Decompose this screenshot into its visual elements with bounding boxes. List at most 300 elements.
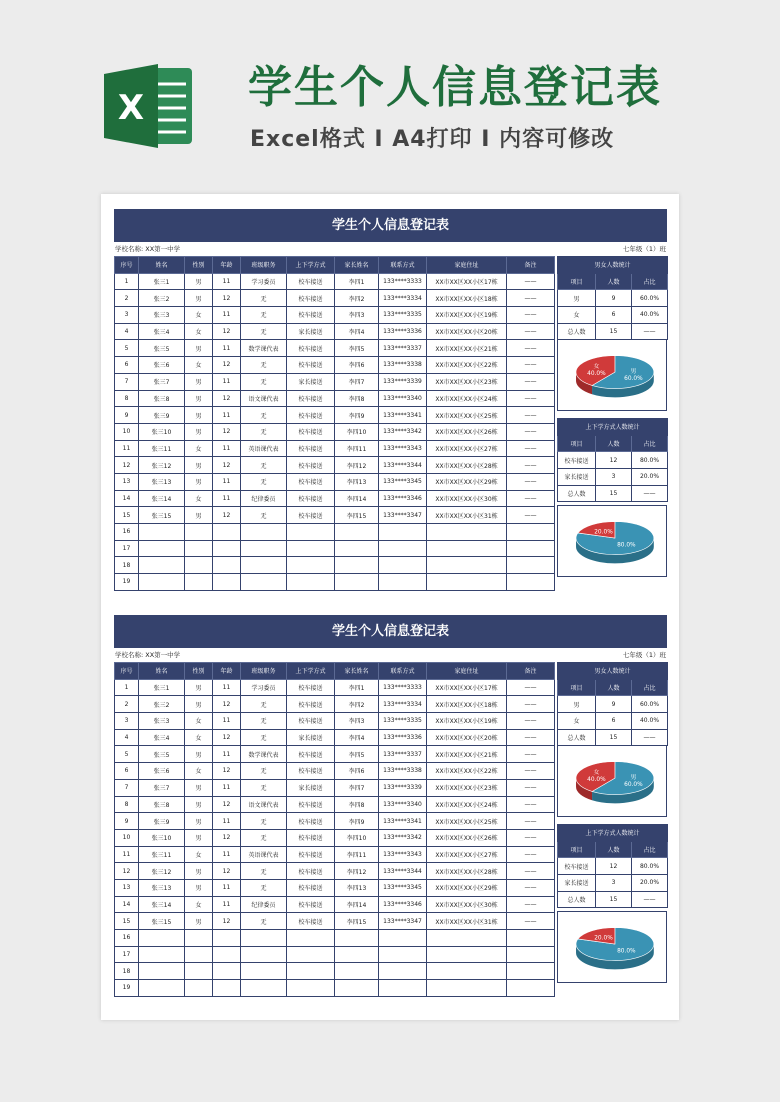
table-cell[interactable]: 张三5 [139, 340, 185, 357]
table-cell[interactable]: 张三13 [139, 879, 185, 896]
table-cell[interactable]: 张三13 [139, 473, 185, 490]
stats-cell[interactable]: 总人数 [558, 485, 596, 502]
table-cell[interactable]: 无 [241, 863, 287, 880]
table-cell[interactable]: 校车接送 [287, 813, 335, 830]
table-cell[interactable]: —— [507, 440, 555, 457]
table-cell[interactable] [213, 930, 241, 947]
table-cell[interactable] [507, 930, 555, 947]
table-cell[interactable]: XX市XX区XX小区22栋 [427, 357, 507, 374]
stats-cell[interactable]: 校车接送 [558, 858, 596, 875]
table-cell[interactable]: 12 [213, 696, 241, 713]
table-cell[interactable]: XX市XX区XX小区30栋 [427, 490, 507, 507]
table-cell[interactable]: XX市XX区XX小区26栋 [427, 423, 507, 440]
table-cell[interactable]: 李四11 [335, 440, 379, 457]
table-cell[interactable]: 1 [115, 273, 139, 290]
table-cell[interactable] [379, 963, 427, 980]
table-cell[interactable]: 张三10 [139, 829, 185, 846]
table-cell[interactable] [335, 963, 379, 980]
table-cell[interactable]: 133****3338 [379, 357, 427, 374]
table-cell[interactable] [185, 557, 213, 574]
table-cell[interactable]: 12 [213, 863, 241, 880]
table-cell[interactable]: 校车接送 [287, 423, 335, 440]
table-cell[interactable]: 12 [115, 863, 139, 880]
table-cell[interactable]: 李四6 [335, 357, 379, 374]
table-cell[interactable] [213, 963, 241, 980]
table-cell[interactable]: 11 [213, 746, 241, 763]
table-cell[interactable]: 男 [185, 373, 213, 390]
table-cell[interactable]: 18 [115, 963, 139, 980]
table-cell[interactable]: —— [507, 746, 555, 763]
table-cell[interactable]: 133****3347 [379, 913, 427, 930]
table-cell[interactable]: 校车接送 [287, 390, 335, 407]
stats-cell[interactable]: 15 [596, 323, 632, 340]
table-cell[interactable]: 纪律委员 [241, 490, 287, 507]
table-cell[interactable]: 133****3340 [379, 796, 427, 813]
table-cell[interactable]: 校车接送 [287, 290, 335, 307]
table-cell[interactable]: 14 [115, 896, 139, 913]
table-cell[interactable] [241, 574, 287, 591]
table-cell[interactable] [185, 980, 213, 997]
table-cell[interactable] [507, 574, 555, 591]
table-cell[interactable]: 12 [213, 423, 241, 440]
table-cell[interactable]: 张三8 [139, 796, 185, 813]
table-cell[interactable] [507, 557, 555, 574]
table-cell[interactable]: 11 [213, 273, 241, 290]
table-cell[interactable]: 男 [185, 290, 213, 307]
stats-cell[interactable]: 男 [558, 290, 596, 307]
table-cell[interactable]: XX市XX区XX小区22栋 [427, 763, 507, 780]
stats-cell[interactable]: —— [632, 485, 668, 502]
table-cell[interactable]: 4 [115, 323, 139, 340]
table-cell[interactable]: 男 [185, 507, 213, 524]
table-cell[interactable]: 男 [185, 913, 213, 930]
table-cell[interactable]: 李四11 [335, 846, 379, 863]
table-cell[interactable]: —— [507, 713, 555, 730]
table-cell[interactable]: 17 [115, 540, 139, 557]
table-cell[interactable] [139, 963, 185, 980]
stats-cell[interactable]: 3 [596, 875, 632, 892]
stats-cell[interactable]: 20.0% [632, 875, 668, 892]
table-cell[interactable] [241, 980, 287, 997]
table-cell[interactable]: 3 [115, 307, 139, 324]
table-cell[interactable]: 无 [241, 813, 287, 830]
table-cell[interactable] [185, 930, 213, 947]
table-cell[interactable]: 女 [185, 846, 213, 863]
table-cell[interactable]: 无 [241, 729, 287, 746]
table-cell[interactable]: 男 [185, 473, 213, 490]
table-cell[interactable]: 12 [213, 357, 241, 374]
table-cell[interactable] [427, 557, 507, 574]
table-cell[interactable] [241, 557, 287, 574]
table-cell[interactable] [241, 524, 287, 541]
table-cell[interactable]: 李四10 [335, 423, 379, 440]
table-cell[interactable]: 无 [241, 423, 287, 440]
table-cell[interactable]: —— [507, 373, 555, 390]
table-cell[interactable]: 11 [213, 307, 241, 324]
table-cell[interactable]: 11 [213, 340, 241, 357]
table-cell[interactable] [139, 524, 185, 541]
table-cell[interactable]: 12 [213, 729, 241, 746]
table-cell[interactable]: XX市XX区XX小区19栋 [427, 307, 507, 324]
table-cell[interactable] [139, 574, 185, 591]
table-cell[interactable] [427, 540, 507, 557]
table-cell[interactable]: —— [507, 507, 555, 524]
table-cell[interactable]: 李四3 [335, 713, 379, 730]
table-cell[interactable]: XX市XX区XX小区20栋 [427, 323, 507, 340]
table-cell[interactable] [139, 540, 185, 557]
table-cell[interactable]: 张三12 [139, 457, 185, 474]
stats-cell[interactable]: 9 [596, 696, 632, 713]
table-cell[interactable]: 无 [241, 457, 287, 474]
table-cell[interactable]: —— [507, 729, 555, 746]
table-cell[interactable]: 校车接送 [287, 846, 335, 863]
table-cell[interactable]: 校车接送 [287, 713, 335, 730]
table-cell[interactable]: 男 [185, 407, 213, 424]
table-cell[interactable]: 9 [115, 407, 139, 424]
table-cell[interactable]: 校车接送 [287, 746, 335, 763]
table-cell[interactable] [287, 930, 335, 947]
table-cell[interactable]: 12 [115, 457, 139, 474]
table-cell[interactable] [427, 946, 507, 963]
table-cell[interactable]: 11 [115, 846, 139, 863]
table-cell[interactable]: 校车接送 [287, 273, 335, 290]
table-cell[interactable] [335, 946, 379, 963]
table-cell[interactable] [379, 930, 427, 947]
table-cell[interactable]: 133****3337 [379, 746, 427, 763]
table-cell[interactable]: 张三6 [139, 763, 185, 780]
table-cell[interactable]: 133****3343 [379, 846, 427, 863]
table-cell[interactable]: 李四14 [335, 896, 379, 913]
table-cell[interactable]: 12 [213, 323, 241, 340]
table-cell[interactable]: 张三1 [139, 273, 185, 290]
table-cell[interactable]: 张三2 [139, 290, 185, 307]
table-cell[interactable] [335, 574, 379, 591]
stats-cell[interactable]: 男 [558, 696, 596, 713]
table-cell[interactable]: 133****3336 [379, 323, 427, 340]
table-cell[interactable]: 女 [185, 490, 213, 507]
stats-cell[interactable]: 80.0% [632, 452, 668, 469]
table-cell[interactable]: 校车接送 [287, 863, 335, 880]
table-cell[interactable]: 张三11 [139, 440, 185, 457]
table-cell[interactable]: —— [507, 323, 555, 340]
table-cell[interactable]: —— [507, 290, 555, 307]
table-cell[interactable]: 无 [241, 290, 287, 307]
table-cell[interactable]: 李四9 [335, 407, 379, 424]
table-cell[interactable]: —— [507, 863, 555, 880]
table-cell[interactable]: 张三15 [139, 913, 185, 930]
stats-cell[interactable]: —— [632, 729, 668, 746]
table-cell[interactable]: XX市XX区XX小区24栋 [427, 796, 507, 813]
table-cell[interactable]: 12 [213, 507, 241, 524]
table-cell[interactable] [139, 557, 185, 574]
table-cell[interactable]: 3 [115, 713, 139, 730]
table-cell[interactable]: 8 [115, 796, 139, 813]
table-cell[interactable]: 张三7 [139, 779, 185, 796]
table-cell[interactable]: 数学课代表 [241, 746, 287, 763]
table-cell[interactable]: 校车接送 [287, 490, 335, 507]
table-cell[interactable]: 11 [213, 473, 241, 490]
table-cell[interactable]: XX市XX区XX小区31栋 [427, 507, 507, 524]
table-cell[interactable] [379, 574, 427, 591]
table-cell[interactable]: 男 [185, 863, 213, 880]
table-cell[interactable]: 12 [213, 829, 241, 846]
table-cell[interactable]: 男 [185, 746, 213, 763]
table-cell[interactable]: —— [507, 340, 555, 357]
table-cell[interactable] [287, 963, 335, 980]
table-cell[interactable]: 李四6 [335, 763, 379, 780]
table-cell[interactable] [241, 540, 287, 557]
table-cell[interactable] [213, 574, 241, 591]
table-cell[interactable]: 李四4 [335, 323, 379, 340]
table-cell[interactable]: 2 [115, 290, 139, 307]
stats-cell[interactable]: 家长接送 [558, 469, 596, 486]
table-cell[interactable]: 李四8 [335, 390, 379, 407]
table-cell[interactable]: 校车接送 [287, 679, 335, 696]
table-cell[interactable]: 校车接送 [287, 440, 335, 457]
table-cell[interactable]: 数学课代表 [241, 340, 287, 357]
table-cell[interactable] [139, 946, 185, 963]
table-cell[interactable]: 12 [213, 913, 241, 930]
table-cell[interactable]: XX市XX区XX小区28栋 [427, 863, 507, 880]
table-cell[interactable]: 133****3334 [379, 696, 427, 713]
table-cell[interactable]: 11 [213, 846, 241, 863]
table-cell[interactable]: 李四5 [335, 340, 379, 357]
table-cell[interactable] [427, 963, 507, 980]
table-cell[interactable]: 男 [185, 829, 213, 846]
table-cell[interactable]: 133****3337 [379, 340, 427, 357]
table-cell[interactable]: 无 [241, 473, 287, 490]
stats-cell[interactable]: 12 [596, 452, 632, 469]
table-cell[interactable]: 4 [115, 729, 139, 746]
table-cell[interactable]: 无 [241, 913, 287, 930]
table-cell[interactable]: 14 [115, 490, 139, 507]
table-cell[interactable]: 家长接送 [287, 729, 335, 746]
table-cell[interactable]: 133****3339 [379, 779, 427, 796]
table-cell[interactable]: —— [507, 490, 555, 507]
table-cell[interactable]: XX市XX区XX小区26栋 [427, 829, 507, 846]
table-cell[interactable]: 7 [115, 779, 139, 796]
table-cell[interactable]: 李四9 [335, 813, 379, 830]
table-cell[interactable]: 男 [185, 390, 213, 407]
table-cell[interactable]: 纪律委员 [241, 896, 287, 913]
table-cell[interactable]: 无 [241, 779, 287, 796]
table-cell[interactable]: 11 [213, 679, 241, 696]
table-cell[interactable]: 女 [185, 729, 213, 746]
table-cell[interactable]: 李四4 [335, 729, 379, 746]
stats-cell[interactable]: 15 [596, 485, 632, 502]
stats-cell[interactable]: 总人数 [558, 729, 596, 746]
table-cell[interactable]: 张三9 [139, 407, 185, 424]
table-cell[interactable]: 5 [115, 340, 139, 357]
table-cell[interactable]: XX市XX区XX小区21栋 [427, 746, 507, 763]
table-cell[interactable]: 19 [115, 980, 139, 997]
table-cell[interactable]: —— [507, 829, 555, 846]
table-cell[interactable]: 7 [115, 373, 139, 390]
table-cell[interactable]: 11 [213, 373, 241, 390]
table-cell[interactable]: 12 [213, 457, 241, 474]
table-cell[interactable]: 女 [185, 323, 213, 340]
table-cell[interactable]: 校车接送 [287, 407, 335, 424]
table-cell[interactable]: 张三4 [139, 323, 185, 340]
table-cell[interactable]: 2 [115, 696, 139, 713]
table-cell[interactable] [213, 946, 241, 963]
table-cell[interactable]: —— [507, 846, 555, 863]
table-cell[interactable]: XX市XX区XX小区24栋 [427, 390, 507, 407]
table-cell[interactable]: 11 [213, 490, 241, 507]
table-cell[interactable] [335, 930, 379, 947]
table-cell[interactable]: 女 [185, 307, 213, 324]
table-cell[interactable]: —— [507, 796, 555, 813]
table-cell[interactable]: 133****3341 [379, 813, 427, 830]
table-cell[interactable]: 校车接送 [287, 507, 335, 524]
table-cell[interactable]: 18 [115, 557, 139, 574]
table-cell[interactable]: 李四14 [335, 490, 379, 507]
table-cell[interactable]: 校车接送 [287, 913, 335, 930]
table-cell[interactable]: 133****3345 [379, 879, 427, 896]
table-cell[interactable] [507, 524, 555, 541]
table-cell[interactable]: 李四8 [335, 796, 379, 813]
table-cell[interactable] [335, 980, 379, 997]
table-cell[interactable]: 张三7 [139, 373, 185, 390]
table-cell[interactable]: 9 [115, 813, 139, 830]
stats-cell[interactable]: 女 [558, 307, 596, 324]
table-cell[interactable] [507, 946, 555, 963]
table-cell[interactable] [287, 540, 335, 557]
table-cell[interactable]: XX市XX区XX小区23栋 [427, 779, 507, 796]
table-cell[interactable]: 无 [241, 407, 287, 424]
table-cell[interactable]: 校车接送 [287, 763, 335, 780]
stats-cell[interactable]: 6 [596, 713, 632, 730]
table-cell[interactable]: 校车接送 [287, 796, 335, 813]
table-cell[interactable]: 校车接送 [287, 696, 335, 713]
stats-cell[interactable]: 80.0% [632, 858, 668, 875]
table-cell[interactable] [185, 524, 213, 541]
table-cell[interactable]: 李四1 [335, 273, 379, 290]
table-cell[interactable]: 11 [213, 879, 241, 896]
table-cell[interactable]: 男 [185, 273, 213, 290]
table-cell[interactable]: XX市XX区XX小区25栋 [427, 407, 507, 424]
table-cell[interactable]: 13 [115, 879, 139, 896]
table-cell[interactable]: XX市XX区XX小区23栋 [427, 373, 507, 390]
table-cell[interactable]: 语文课代表 [241, 390, 287, 407]
table-cell[interactable]: 男 [185, 340, 213, 357]
table-cell[interactable]: 12 [213, 290, 241, 307]
table-cell[interactable]: 11 [115, 440, 139, 457]
table-cell[interactable] [287, 980, 335, 997]
table-cell[interactable]: 133****3335 [379, 713, 427, 730]
table-cell[interactable]: 张三9 [139, 813, 185, 830]
table-cell[interactable]: 女 [185, 763, 213, 780]
table-cell[interactable]: XX市XX区XX小区27栋 [427, 846, 507, 863]
table-cell[interactable]: XX市XX区XX小区25栋 [427, 813, 507, 830]
table-cell[interactable] [507, 963, 555, 980]
table-cell[interactable] [241, 963, 287, 980]
table-cell[interactable]: 无 [241, 879, 287, 896]
table-cell[interactable]: 张三11 [139, 846, 185, 863]
table-cell[interactable] [379, 524, 427, 541]
stats-cell[interactable]: 9 [596, 290, 632, 307]
table-cell[interactable]: 无 [241, 763, 287, 780]
table-cell[interactable]: 无 [241, 696, 287, 713]
table-cell[interactable]: XX市XX区XX小区27栋 [427, 440, 507, 457]
table-cell[interactable]: 张三14 [139, 490, 185, 507]
table-cell[interactable]: XX市XX区XX小区29栋 [427, 879, 507, 896]
table-cell[interactable]: 无 [241, 323, 287, 340]
table-cell[interactable]: XX市XX区XX小区29栋 [427, 473, 507, 490]
table-cell[interactable]: 无 [241, 713, 287, 730]
stats-cell[interactable]: 15 [596, 891, 632, 908]
table-cell[interactable] [379, 540, 427, 557]
table-cell[interactable]: 无 [241, 373, 287, 390]
table-cell[interactable]: 张三8 [139, 390, 185, 407]
table-cell[interactable]: 10 [115, 829, 139, 846]
table-cell[interactable]: 133****3343 [379, 440, 427, 457]
table-cell[interactable]: 李四5 [335, 746, 379, 763]
table-cell[interactable] [185, 540, 213, 557]
table-cell[interactable]: —— [507, 357, 555, 374]
stats-cell[interactable]: 校车接送 [558, 452, 596, 469]
table-cell[interactable]: XX市XX区XX小区28栋 [427, 457, 507, 474]
table-cell[interactable]: 133****3335 [379, 307, 427, 324]
table-cell[interactable]: —— [507, 879, 555, 896]
table-cell[interactable] [287, 557, 335, 574]
stats-cell[interactable]: 12 [596, 858, 632, 875]
table-cell[interactable]: 男 [185, 423, 213, 440]
table-cell[interactable]: 李四10 [335, 829, 379, 846]
table-cell[interactable]: 男 [185, 679, 213, 696]
table-cell[interactable]: 张三4 [139, 729, 185, 746]
table-cell[interactable]: 11 [213, 440, 241, 457]
table-cell[interactable]: —— [507, 696, 555, 713]
table-cell[interactable]: 男 [185, 457, 213, 474]
table-cell[interactable] [139, 930, 185, 947]
stats-cell[interactable]: 家长接送 [558, 875, 596, 892]
table-cell[interactable] [335, 540, 379, 557]
table-cell[interactable]: 校车接送 [287, 457, 335, 474]
stats-cell[interactable]: 6 [596, 307, 632, 324]
table-cell[interactable]: 张三2 [139, 696, 185, 713]
table-cell[interactable]: 男 [185, 813, 213, 830]
table-cell[interactable]: —— [507, 896, 555, 913]
table-cell[interactable]: 无 [241, 357, 287, 374]
table-cell[interactable]: 133****3347 [379, 507, 427, 524]
table-cell[interactable]: 无 [241, 829, 287, 846]
table-cell[interactable]: —— [507, 457, 555, 474]
table-cell[interactable]: 133****3338 [379, 763, 427, 780]
stats-cell[interactable]: 女 [558, 713, 596, 730]
table-cell[interactable]: 家长接送 [287, 323, 335, 340]
table-cell[interactable] [335, 524, 379, 541]
table-cell[interactable]: 11 [213, 407, 241, 424]
table-cell[interactable]: 133****3339 [379, 373, 427, 390]
table-cell[interactable]: 李四2 [335, 290, 379, 307]
table-cell[interactable]: 12 [213, 390, 241, 407]
table-cell[interactable] [213, 524, 241, 541]
stats-cell[interactable]: 40.0% [632, 713, 668, 730]
table-cell[interactable]: 语文课代表 [241, 796, 287, 813]
table-cell[interactable] [427, 524, 507, 541]
table-cell[interactable]: —— [507, 423, 555, 440]
table-cell[interactable]: —— [507, 390, 555, 407]
table-cell[interactable]: 张三12 [139, 863, 185, 880]
table-cell[interactable] [185, 574, 213, 591]
stats-cell[interactable]: 20.0% [632, 469, 668, 486]
table-cell[interactable]: XX市XX区XX小区18栋 [427, 290, 507, 307]
table-cell[interactable] [241, 930, 287, 947]
table-cell[interactable]: 李四13 [335, 879, 379, 896]
table-cell[interactable] [427, 574, 507, 591]
stats-cell[interactable]: 总人数 [558, 323, 596, 340]
